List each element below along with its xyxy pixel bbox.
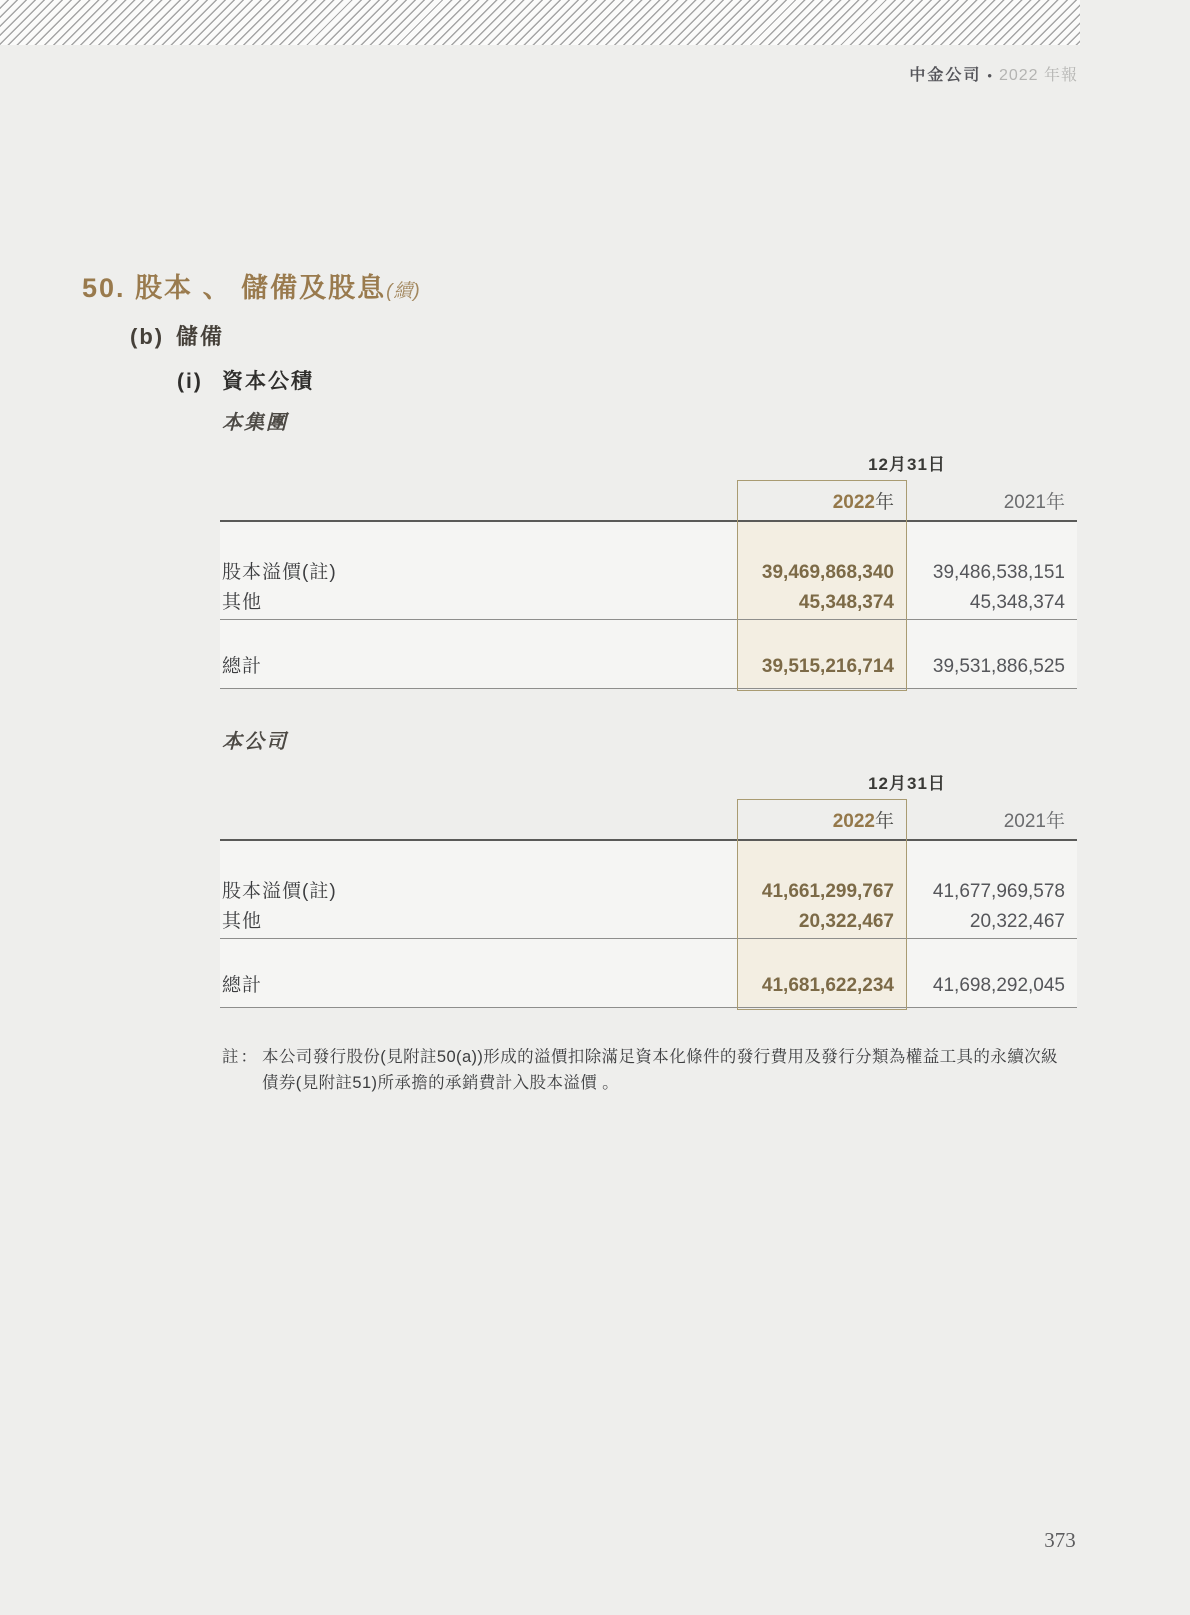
section-number: 50. bbox=[82, 273, 126, 303]
clause-label: (i) bbox=[177, 370, 203, 393]
year-2022-label: 2022年 bbox=[832, 492, 894, 513]
value-2021: 45,348,374 bbox=[969, 592, 1065, 613]
table-rule-top bbox=[220, 839, 1077, 841]
row-label: 股本溢價(註) bbox=[222, 881, 337, 902]
table-rule-middle bbox=[220, 938, 1077, 939]
subsection-heading bbox=[130, 320, 224, 351]
year-2022-label: 2022年 bbox=[832, 811, 894, 832]
date-header: 12月31日 bbox=[868, 774, 946, 793]
table-rule-middle bbox=[220, 619, 1077, 620]
diagonal-hatch-band bbox=[0, 0, 1080, 45]
year-2021-label: 2021年 bbox=[1003, 811, 1065, 832]
total-value-2021: 41,698,292,045 bbox=[932, 975, 1065, 996]
clause-title: 資本公積 bbox=[222, 370, 314, 393]
year-2021-label: 2021年 bbox=[1003, 492, 1065, 513]
total-value-2021: 39,531,886,525 bbox=[932, 656, 1065, 677]
footnote-label: 註： bbox=[222, 1048, 259, 1066]
total-row-label: 總計 bbox=[222, 975, 263, 996]
report-edition: 2022 年報 bbox=[998, 67, 1078, 84]
company-name: 中金公司 bbox=[909, 67, 982, 84]
value-2021: 39,486,538,151 bbox=[932, 562, 1065, 583]
total-value-2022: 39,515,216,714 bbox=[761, 656, 894, 677]
row-label: 其他 bbox=[222, 592, 263, 613]
footnote bbox=[222, 1044, 1078, 1096]
capital-reserve-table-group bbox=[220, 450, 1077, 692]
total-row-label: 總計 bbox=[222, 656, 263, 677]
value-2021: 20,322,467 bbox=[969, 911, 1065, 932]
table-caption-group: 本集團 bbox=[222, 412, 288, 434]
value-2021: 41,677,969,578 bbox=[932, 881, 1065, 902]
value-2022: 45,348,374 bbox=[798, 592, 894, 613]
total-value-2022: 41,681,622,234 bbox=[761, 975, 894, 996]
footnote-line: 債券(見附註51)所承擔的承銷費計入股本溢價 。 bbox=[262, 1074, 620, 1092]
subsection-label: (b) bbox=[130, 324, 165, 349]
capital-reserve-table-company bbox=[220, 769, 1077, 1011]
table-caption-company: 本公司 bbox=[222, 731, 288, 753]
section-continued: (續) bbox=[386, 281, 421, 302]
date-header: 12月31日 bbox=[868, 455, 946, 474]
clause-heading bbox=[177, 365, 314, 395]
table-rule-bottom bbox=[220, 688, 1077, 689]
page-number: 373 bbox=[1044, 1528, 1076, 1552]
row-label: 股本溢價(註) bbox=[222, 562, 337, 583]
footnote-line: 本公司發行股份(見附註50(a))形成的溢價扣除滿足資本化條件的發行費用及發行分類為權益工具的永續次級 bbox=[262, 1048, 1058, 1066]
value-2022: 41,661,299,767 bbox=[761, 881, 894, 902]
table-rule-bottom bbox=[220, 1007, 1077, 1008]
footnote-body bbox=[262, 1044, 1078, 1096]
table-rule-top bbox=[220, 520, 1077, 522]
row-label: 其他 bbox=[222, 911, 263, 932]
header-bullet: • bbox=[987, 68, 993, 83]
value-2022: 39,469,868,340 bbox=[761, 562, 894, 583]
section-heading bbox=[82, 266, 421, 305]
subsection-title: 儲備 bbox=[176, 324, 225, 349]
value-2022: 20,322,467 bbox=[798, 911, 894, 932]
running-header bbox=[909, 62, 1078, 85]
section-title: 股本 、 儲備及股息 bbox=[135, 273, 387, 303]
